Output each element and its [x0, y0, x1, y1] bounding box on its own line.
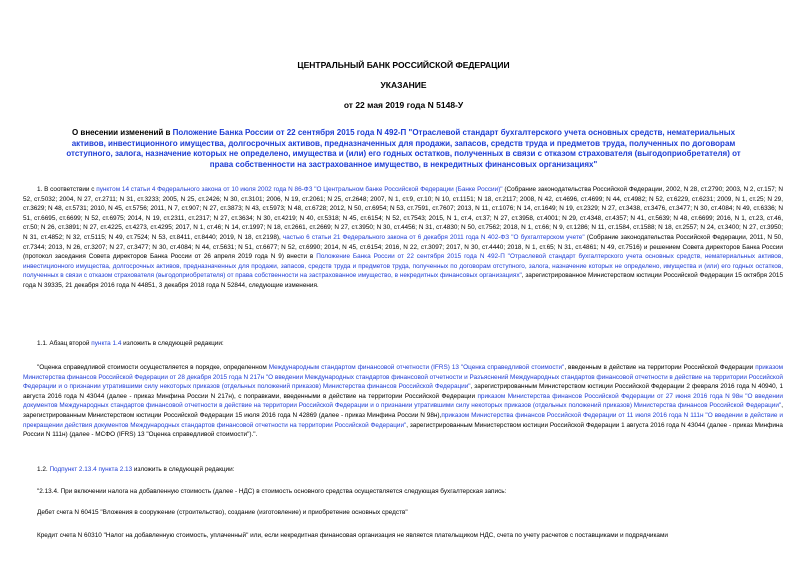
quote-1-text-2: , введенным в действие на территории Российской Федерации: [564, 364, 756, 371]
order-98n-link[interactable]: приказом Министерства финансов Российской Федерации от 27 июня 2016 года N 98н "О введении документов Международных стандартов финансовой отчетности в действие на территории Российской Федерации и о признании утратившими силу некоторых приказов (отдельных положений приказов) Министерства финансов Российской Федерации": [23, 392, 783, 410]
quote-1: [23, 363, 783, 440]
paragraph-1-text-1: 1. В соответствии с: [37, 186, 97, 193]
item-1-2-text-2: изложить в следующей редакции:: [132, 466, 235, 473]
order-217n-link[interactable]: приказом Министерства финансов Российской Федерации от 28 декабря 2015 года N 217н "О введении Международных стандартов финансовой отчетности и Разъяснений Международных стандартов финансовой отчетности в действие на территории Российской Федерации и о признании утратившими силу некоторых приказов (отдельных положений приказов) Министерства финансов Российской Федерации": [23, 364, 784, 391]
clause-1-4-link[interactable]: пункта 1.4: [91, 340, 122, 347]
item-1-1-text-2: изложить в следующей редакции:: [121, 340, 224, 347]
central-bank-law-link[interactable]: пунктом 14 статьи 4 Федерального закона от 10 июля 2002 года N 86-ФЗ "О Центральном банке Российской Федерации (Банке России)": [96, 186, 503, 193]
quote-1-text-1: "Оценка справедливой стоимости осуществляется в порядке, определенном: [37, 364, 269, 371]
paragraph-1-text-4: , зарегистрированное Министерством юстиции Российской Федерации 15 октября 2015 года N 39335, 21 декабря 2016 года N 44851, 3 декабря 2018 года N 52844, следующие изменения.: [23, 272, 784, 289]
paragraph-1-text-2: (Собрание законодательства Российской Федерации, 2002, N 28, ст.2790; 2003, N 2, ст.157; N 52, ст.5032; 2004, N 27, ст.2711; N 31, ст.3233; 2005, N 25, ст.2426; N 30, ст.3101; 2006, N 19, ст.2061; N 25, ст.2648; 2007, N 1, ст.9, ст.10; N 10, ст.1151; N 18, ст.2117; 2008, N 42, ст.4696, ст.4699; N 44, ст.4982; N 52, ст.6229, ст.6231; 2009, N 1, ст.25; N 29, ст.3629; N 48, ст.5731; 2010, N 45, ст.5756; 2011, N 7, ст.907; N 27, ст.3873; N 43, ст.5973; N 48, ст.6728; 2012, N 50, ст.6954; N 53, ст.7591, ст.7607; 2013, N 11, ст.1076; N 14, ст.1649; N 19, ст.2329; N 27, ст.3438, ст.3476, ст.3477; N 30, ст.4084; N 49, ст.6336; N 51, ст.6695, ст.6699; N 52, ст.6975; 2014, N 19, ст.2311, ст.2317; N 27, ст.3634; N 30, ст.4219; N 40, ст.5318; N 45, ст.6154; N 52, ст.7543; 2015, N 1, ст.4, ст.37; N 27, ст.3958, ст.4001; N 29, ст.4348, ст.4357; N 41, ст.5639; N 48, ст.6699; 2016, N 1, ст.23, ст.46, ст.50; N 26, ст.3891; N 27, ст.4225, ст.4273, ст.4295; 2017, N 1, ст.46; N 14, ст.1997; N 18, ст.2661, ст.2669; N 27, ст.3950; N 30, ст.4456; N 31, ст.4830; N 50, ст.7562; 2018, N 1, ст.66; N 9, ст.1286; N 11, ст.1584, ст.1588; N 18, ст.2557; N 24, ст.3400; N 27, ст.3950; N 31, ст.4852; N 32, ст.5115; N 49, ст.7524; N 53, ст.8411, ст.8440; 2019, N 18, ст.2198),: [23, 186, 784, 241]
document-date-number: от 22 мая 2019 года N 5148-У: [343, 100, 464, 110]
item-1-2: [23, 465, 783, 475]
item-1-2-text-1: 1.2.: [37, 466, 50, 473]
item-1-1-text-1: 1.1. Абзац второй: [37, 340, 92, 347]
order-111n-link[interactable]: приказом Министерства финансов Российской Федерации от 11 июля 2016 года N 111н "О введении в действие и прекращении действия документов Международных стандартов финансовой отчетности на территории Российской Федерации": [23, 411, 783, 429]
quote-1-text-5: , зарегистрированным Министерством юстиции Российской Федерации 1 августа 2016 года N 43044 (далее - приказ Минфина России N 111н) (далее - МСФО (IFRS) 13 "Оценка справедливой стоимости").".: [23, 421, 783, 439]
quote-2-paragraph-3: Кредит счета N 60310 "Налог на добавленную стоимость, уплаченный" или, если некредитная финансовая организация не является плательщиком НДС, счета по учету расчетов с поставщиками и подрядчиками: [37, 532, 668, 539]
quote-1-text-4: , зарегистрированным Министерством юстиции Российской Федерации 15 июля 2016 года N 42869 (далее - приказ Минфина России N 98н),: [23, 402, 783, 419]
title-regulation-link[interactable]: Положение Банка России от 22 сентября 2015 года N 492-П "Отраслевой стандарт бухгалтерского учета основных средств, нематериальных активов, инвестиционного имущества, долгосрочных активов, предназначенных для продажи, запасов, средств труда и предметов труда, полученных по договорам отступного, залога, назначение которых не определено, имущества и (или) его годных остатков, полученных в связи с отказом страхователя (выгодоприобретателя) от права собственности на застрахованное имущество, в некредитных финансовых организациях": [66, 128, 741, 169]
paragraph-1-text-3: (Собрание законодательства Российской Федерации, 2011, N 50, ст.7344; 2013, N 26, ст.3207; N 27, ст.3477; N 30, ст.4084; N 44, ст.5631; N 51, ст.6677; N 52, ст.6990; 2014, N 45, ст.6154; 2016, N 22, ст.3097; 2017, N 30, ст.4440; 2018, N 1, ст.65; N 31, ст.4861; N 49, ст.7516) и решением Совета директоров Банка России (протокол заседания Совета директоров Банка России от 26 апреля 2019 года N 9) внести в: [23, 233, 783, 261]
item-1-1: [23, 339, 783, 349]
paragraph-1: [23, 185, 783, 291]
document-type-heading: УКАЗАНИЕ: [380, 80, 427, 90]
quote-2-paragraph-1: "2.13.4. При включении налога на добавленную стоимость (далее - НДС) в стоимость основного средства осуществляется следующая бухгалтерская запись:: [37, 488, 507, 495]
accounting-law-link[interactable]: частью 6 статьи 21 Федерального закона от 6 декабря 2011 года N 402-ФЗ "О бухгалтерском учете": [282, 233, 585, 241]
ifrs-13-link[interactable]: Международным стандартом финансовой отчетности (IFRS) 13 "Оценка справедливой стоимости": [268, 364, 565, 371]
quote-1-text-3: , зарегистрированным Министерством юстиции Российской Федерации 2 февраля 2016 года N 40940, 1 августа 2016 года N 43044 (далее - приказ Минфина России N 217н), с поправками, введенными в действие на территории Российской Федерации: [23, 383, 784, 400]
regulation-492p-link[interactable]: Положение Банка России от 22 сентября 2015 года N 492-П "Отраслевой стандарт бухгалтерского учета основных средств, нематериальных активов, инвестиционного имущества, долгосрочных активов, предназначенных для продажи, запасов, средств труда и предметов труда, полученных по договорам отступного, залога, назначение которых не определено, имущества и (или) его годных остатков, полученных в связи с отказом страхователя (выгодоприобретателя) от права собственности на застрахованное имущество, в некредитных финансовых организациях": [23, 253, 783, 280]
document-title: [62, 128, 745, 170]
subclause-2-13-4-link[interactable]: Подпункт 2.13.4 пункта 2.13: [49, 466, 133, 473]
title-prefix: О внесении изменений в: [71, 128, 173, 137]
issuer-heading: ЦЕНТРАЛЬНЫЙ БАНК РОССИЙСКОЙ ФЕДЕРАЦИИ: [297, 60, 510, 70]
quote-2-paragraph-2: Дебет счета N 60415 "Вложения в сооружение (строительство), создание (изготовление) и приобретение основных средств": [37, 509, 408, 516]
